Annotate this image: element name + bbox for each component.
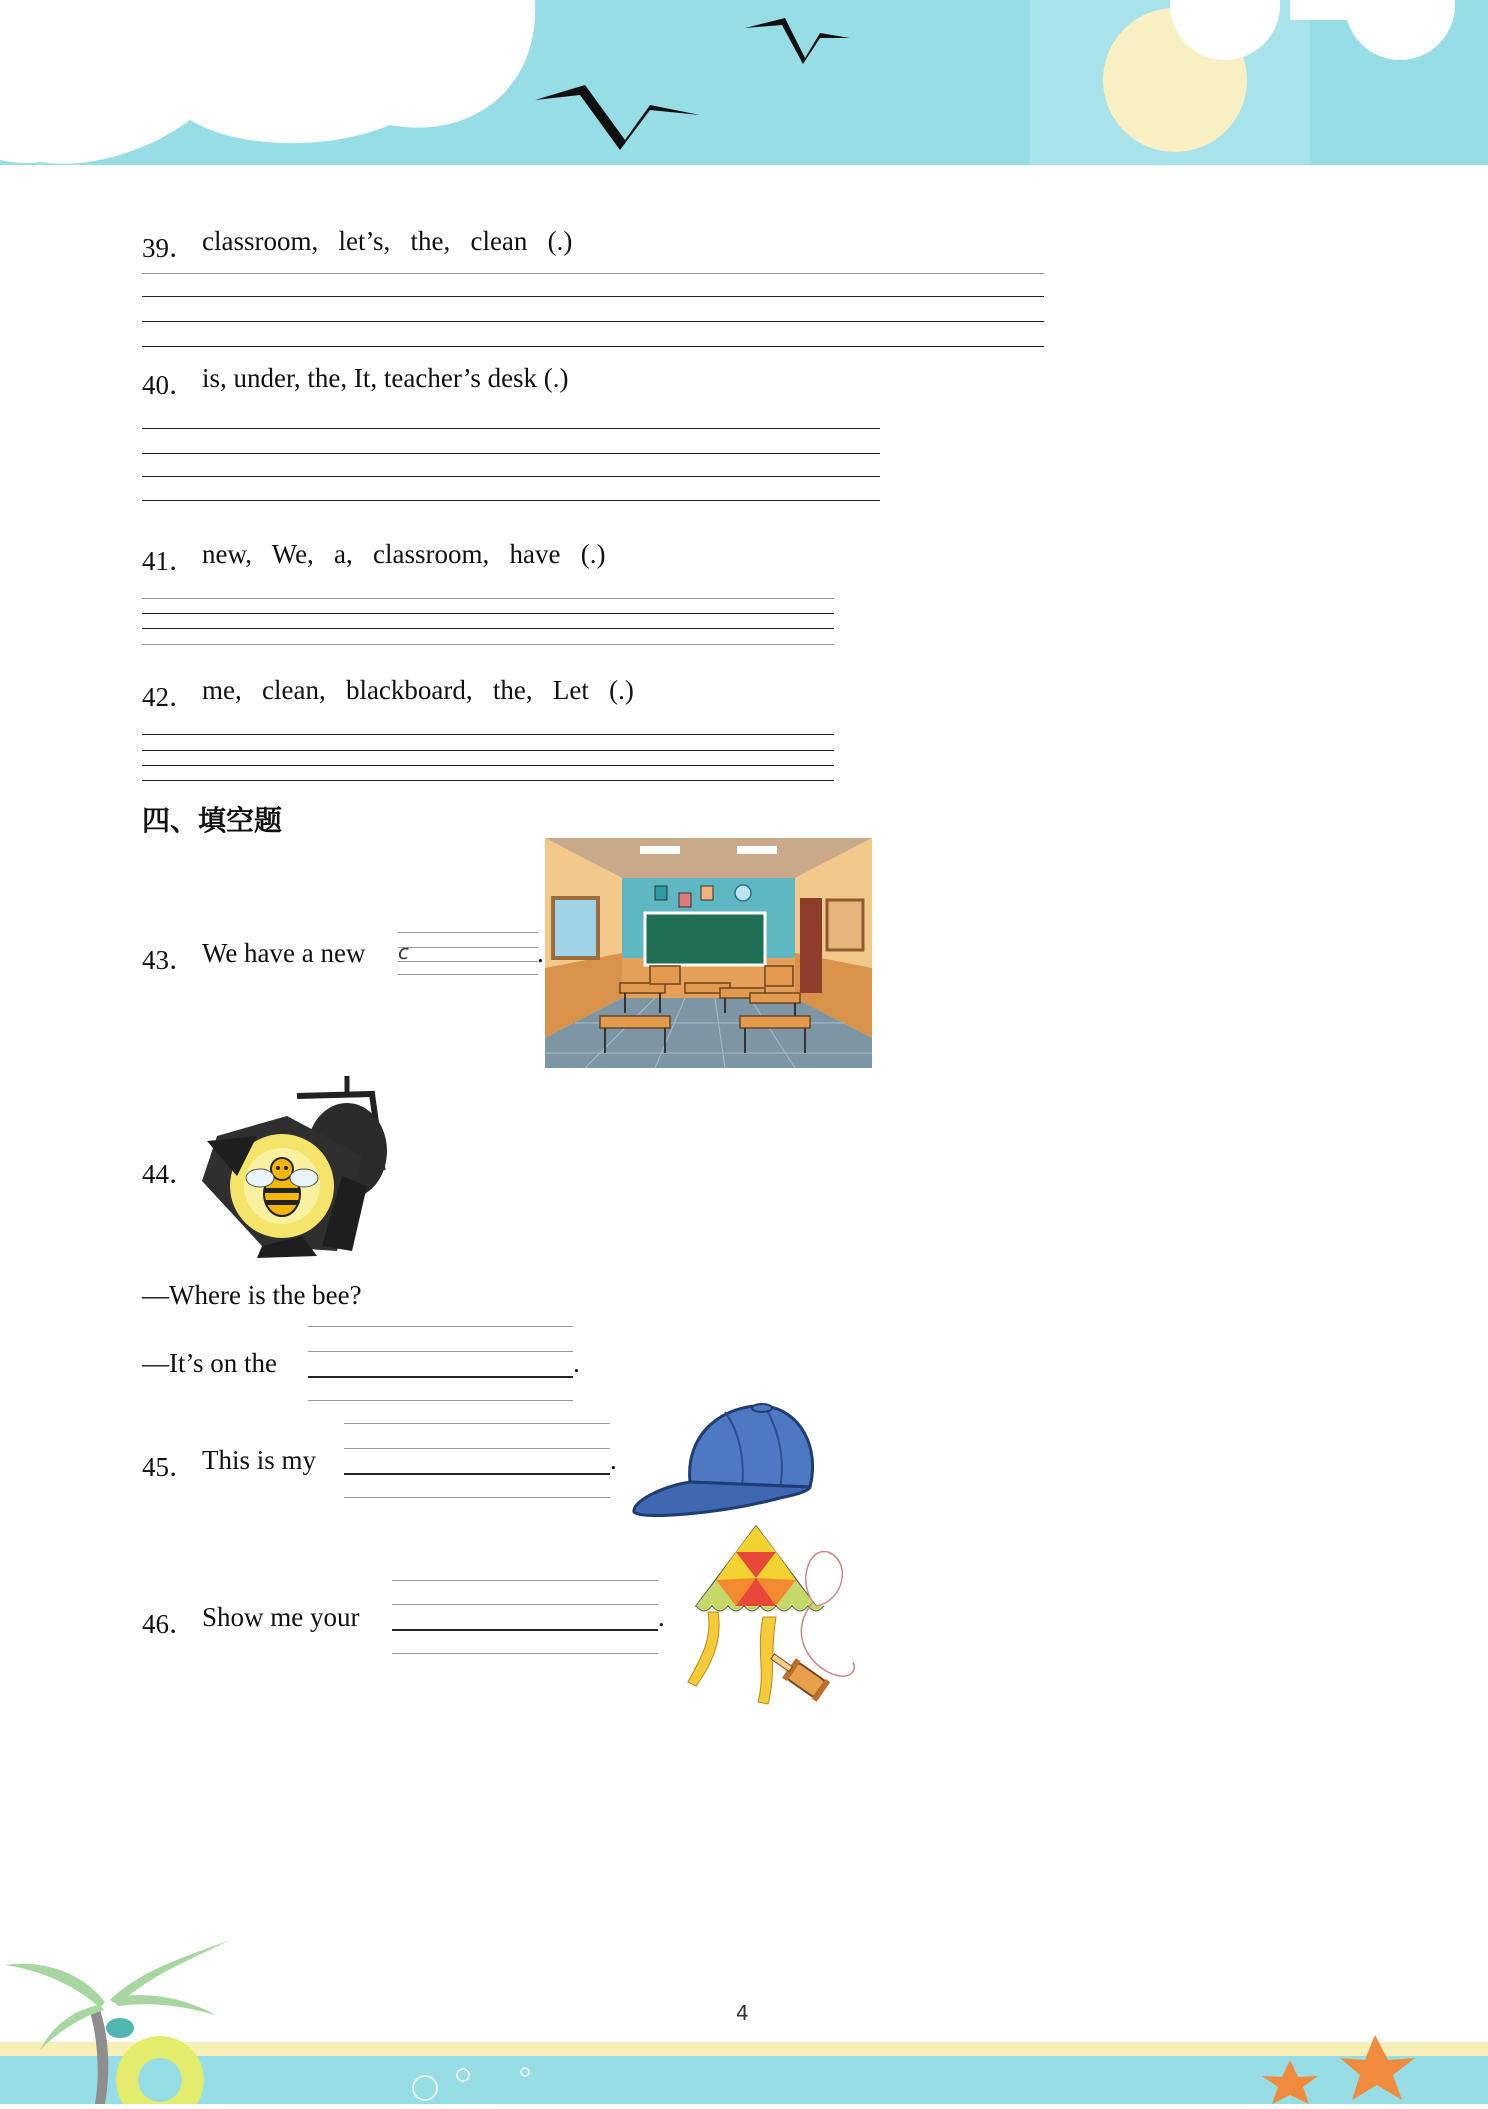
answer-line[interactable] xyxy=(398,947,538,948)
answer-line[interactable] xyxy=(142,428,880,429)
answer-line[interactable] xyxy=(142,750,834,751)
answer-line[interactable] xyxy=(344,1423,610,1424)
answer-line[interactable] xyxy=(142,346,1044,347)
kite-icon xyxy=(678,1522,862,1712)
answer-line[interactable] xyxy=(392,1629,658,1631)
question-number: 42． xyxy=(142,682,196,712)
cap-icon xyxy=(630,1402,816,1518)
answer-line[interactable] xyxy=(142,273,1044,274)
answer-line[interactable] xyxy=(392,1604,658,1605)
question-number: 43． xyxy=(142,945,196,975)
answer-line[interactable] xyxy=(398,932,538,933)
period: . xyxy=(658,1602,665,1632)
answer-line[interactable] xyxy=(308,1400,573,1401)
answer-line[interactable] xyxy=(142,613,834,614)
answer-line[interactable] xyxy=(142,765,834,766)
question-number: 40． xyxy=(142,370,196,400)
answer-line[interactable] xyxy=(392,1653,658,1654)
answer-line[interactable] xyxy=(142,644,834,645)
answer-line[interactable] xyxy=(142,734,834,735)
answer-line[interactable] xyxy=(308,1326,573,1327)
answer-line[interactable] xyxy=(344,1473,610,1475)
answer-line[interactable] xyxy=(142,780,834,781)
question-prefix: We have a new xyxy=(202,938,366,968)
answer-line[interactable] xyxy=(142,296,1044,297)
question-words: new, We, a, classroom, have (.) xyxy=(202,539,606,569)
question-number: 45． xyxy=(142,1452,196,1482)
answer-line[interactable] xyxy=(142,598,834,599)
answer-line[interactable] xyxy=(142,476,880,477)
answer-line[interactable] xyxy=(344,1448,610,1449)
answer-line[interactable] xyxy=(142,453,880,454)
answer-line[interactable] xyxy=(308,1351,573,1352)
dialogue-line-2: —It’s on the xyxy=(142,1348,277,1378)
question-number: 46． xyxy=(142,1609,196,1639)
answer-line[interactable] xyxy=(308,1376,573,1378)
question-prefix: This is my xyxy=(202,1445,317,1475)
dialogue-line-1: —Where is the bee? xyxy=(142,1280,362,1310)
answer-line[interactable] xyxy=(392,1580,658,1581)
header-banner xyxy=(0,0,1488,165)
classroom-icon xyxy=(545,838,872,1068)
period: . xyxy=(610,1445,617,1475)
answer-line[interactable] xyxy=(142,628,834,629)
answer-line[interactable] xyxy=(142,321,1044,322)
period: . xyxy=(537,938,544,968)
question-words: is, under, the, It, teacher’s desk (.) xyxy=(202,363,569,393)
answer-line[interactable] xyxy=(398,974,538,975)
answer-line[interactable] xyxy=(344,1497,610,1498)
question-words: classroom, let’s, the, clean (.) xyxy=(202,226,573,256)
question-words: me, clean, blackboard, the, Let (.) xyxy=(202,675,634,705)
answer-line[interactable] xyxy=(142,500,880,501)
period: . xyxy=(573,1348,580,1378)
question-number: 41． xyxy=(142,546,196,576)
section-title: 四、填空题 xyxy=(142,804,283,837)
bee-spotlight-icon xyxy=(202,1076,392,1258)
question-number: 44． xyxy=(142,1159,196,1189)
question-number: 39． xyxy=(142,233,196,263)
question-prefix: Show me your xyxy=(202,1602,360,1632)
answer-line[interactable] xyxy=(398,961,538,962)
page-number: 4 xyxy=(736,2001,749,2025)
hint-letter: c xyxy=(398,940,409,964)
